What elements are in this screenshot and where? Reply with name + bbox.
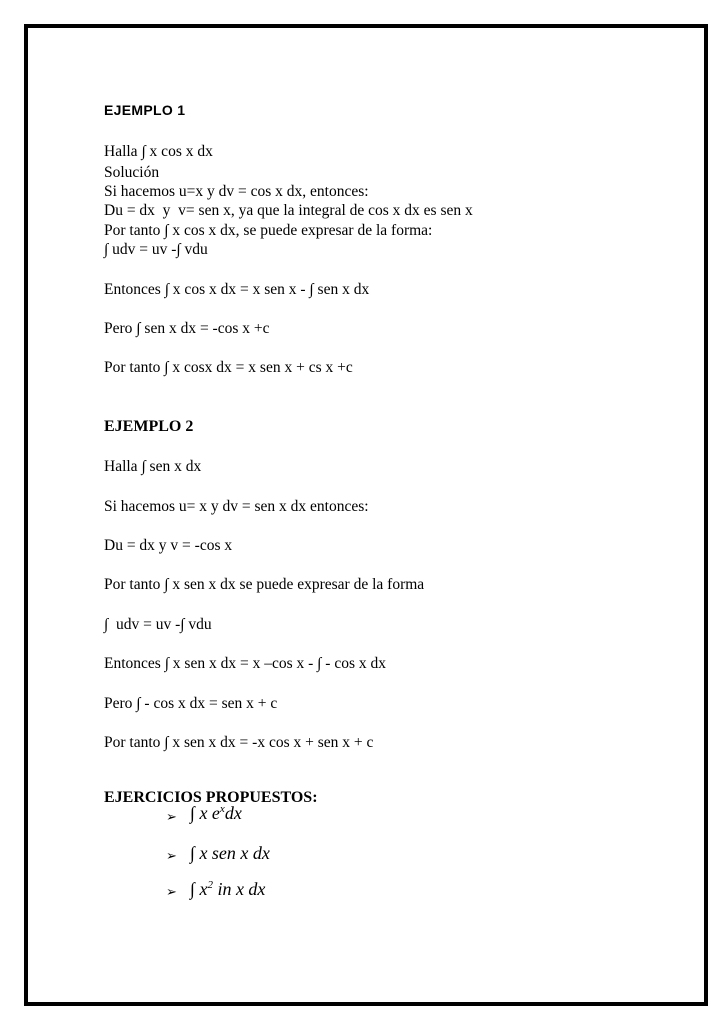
ejemplo2-line: Por tanto ∫ x sen x dx = -x cos x + sen x + c [104,734,374,751]
integral-sign: ∫ [190,803,195,823]
exercise-differential: in x dx [212,879,266,899]
ejemplo1-line: Entonces ∫ x cos x dx = x sen x - ∫ sen x dx [104,281,370,298]
ejemplo2-line: Por tanto ∫ x sen x dx se puede expresar de la forma [104,576,425,593]
ejemplo1-line: Halla ∫ x cos x dx [104,143,213,160]
exercise-expression: x e [199,803,220,823]
arrowhead-bullet-icon: ➢ [166,885,177,900]
exercise-superscript: 2 [207,879,213,891]
exercise-expression: x sen x dx [199,843,270,863]
integral-sign: ∫ [190,843,195,863]
ejemplo1-line: Pero ∫ sen x dx = -cos x +c [104,320,270,337]
exercise-item [190,803,242,824]
ejemplo1-line: Du = dx y v= sen x, ya que la integral de cos x dx es sen x [104,202,473,219]
ejemplo2-line: Entonces ∫ x sen x dx = x –cos x - ∫ - cos x dx [104,655,386,672]
exercise-item [190,843,270,864]
ejemplo1-line: ∫ udv = uv -∫ vdu [104,241,208,258]
arrowhead-bullet-icon: ➢ [166,849,177,864]
ejemplo1-line: Por tanto ∫ x cos x dx, se puede expresar de la forma: [104,222,433,239]
ejemplo1-line: Solución [104,164,160,181]
ejemplo2-heading: EJEMPLO 2 [104,418,194,435]
integral-sign: ∫ [190,879,195,899]
ejemplo2-line: ∫ udv = uv -∫ vdu [104,616,212,633]
exercise-expression: x [199,879,208,899]
exercise-differential: dx [224,803,242,823]
ejemplo1-line: Por tanto ∫ x cosx dx = x sen x + cs x +c [104,359,353,376]
ejemplo1-line: Si hacemos u=x y dv = cos x dx, entonces: [104,183,369,200]
exercise-item [190,879,265,900]
ejemplo2-line: Du = dx y v = -cos x [104,537,233,554]
ejemplo1-heading: EJEMPLO 1 [104,102,186,118]
ejercicios-heading: EJERCICIOS PROPUESTOS: [104,789,318,806]
ejemplo2-line: Halla ∫ sen x dx [104,458,202,475]
arrowhead-bullet-icon: ➢ [166,810,177,825]
exercise-superscript: x [219,803,225,815]
ejemplo2-line: Pero ∫ - cos x dx = sen x + c [104,695,278,712]
ejemplo2-line: Si hacemos u= x y dv = sen x dx entonces: [104,498,369,515]
